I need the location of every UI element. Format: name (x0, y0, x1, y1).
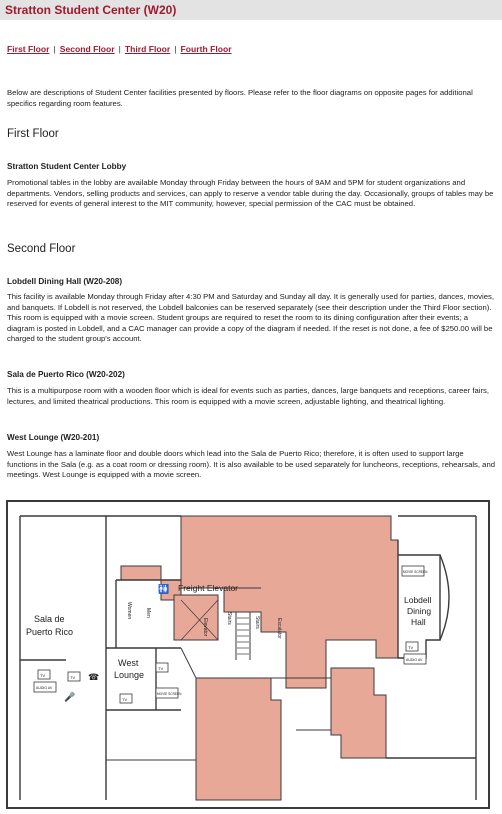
plan-label-lobdell-1: Lobdell (404, 595, 432, 605)
plan-label-lobdell-3: Hall (411, 617, 426, 627)
microphone-icon: 🎤 (64, 692, 76, 702)
plan-label-women: Women (126, 602, 132, 620)
lobdell-title: Lobdell Dining Hall (W20-208) (7, 277, 123, 286)
first-floor-heading: First Floor (7, 128, 59, 140)
tv-icon-label-3: TV (158, 666, 164, 671)
nav-link-fourth-floor[interactable]: Fourth Floor (180, 44, 232, 54)
nav-separator: | (118, 44, 121, 54)
tv-icon-label-2: TV (70, 675, 76, 680)
lobdell-description: This facility is available Monday through Friday after 4:30 PM and Saturday and Sunday all day. It is generally used for parties, dances, movies, and banquets. If Lobdell is not reserved, the Lobdell balconies can be reserved separately (see their description under the Third Floor section). This room is equipped with a movie screen. Student groups are required to reset the room to its dining configuration after their events; a diagram is posted in Lobdell, and a CAC manager can provide a copy of the diagram if needed. If the reset is not done, a fee of $250.00 will be charged to the student group's account. (7, 292, 494, 344)
second-floor-heading: Second Floor (7, 243, 76, 255)
restroom-icon: 🚻 (158, 584, 170, 594)
plan-label-stairs-1: Stairs (226, 612, 232, 625)
highlight-small-b (121, 566, 161, 580)
sala-description: This is a multipurpose room with a wooden floor which is ideal for events such as parties, dances, large banquets and receptions, career fairs, lectures, and limited theatrical productions. This room is equipped with a movie screen, adjustable lighting, and theatrical lighting. (7, 386, 489, 406)
audio-av-label-lobdell: AUDIO AV (406, 658, 423, 662)
phone-icon: ☎ (88, 672, 100, 682)
highlight-south-block (196, 678, 281, 800)
lobby-description: Promotional tables in the lobby are available Monday through Friday between the hours of 9AM and 5PM for student organizations and departments. Vendors, selling products and services, can apply to reserve a vendor table during the day. Occasionally, groups of tables may be reserved for events of general interest to the MIT community, however, special permission of the CAC must be obtained. (7, 178, 494, 209)
plan-label-elevator: Elevator (202, 618, 208, 637)
plan-label-freight-elevator: Freight Elevator (178, 583, 238, 593)
nav-link-third-floor[interactable]: Third Floor (124, 44, 171, 54)
plan-label-sala-1: Sala de (34, 614, 65, 624)
plan-label-stairs-2: Stairs (254, 616, 260, 629)
tv-icon-label-5: TV (408, 645, 414, 650)
plan-label-lobdell-2: Dining (407, 606, 432, 616)
movie-screen-label: MOVIE SCREEN (157, 692, 182, 696)
plan-label-west-1: West (118, 658, 139, 668)
nav-separator: | (174, 44, 177, 54)
plan-label-escalator: Escalator (276, 618, 282, 639)
intro-paragraph: Below are descriptions of Student Center facilities presented by floors. Please refer to the floor diagrams on opposite pages for additional specifics regarding room features. (7, 88, 473, 108)
plan-label-sala-2: Puerto Rico (26, 627, 74, 637)
plan-label-west-2: Lounge (114, 670, 145, 680)
lobby-title: Stratton Student Center Lobby (7, 162, 127, 171)
page-header (0, 0, 502, 20)
sala-title: Sala de Puerto Rico (W20-202) (7, 370, 125, 379)
west-lounge-title: West Lounge (W20-201) (7, 433, 100, 442)
movie-screen-label-lobdell: MOVIE SCREEN (403, 570, 428, 574)
page-title: Stratton Student Center (W20) (5, 3, 177, 17)
floor-nav (7, 44, 232, 55)
nav-link-first-floor[interactable]: First Floor (7, 44, 50, 54)
nav-link-second-floor[interactable]: Second Floor (59, 44, 115, 54)
second-floor-plan (6, 500, 490, 810)
nav-separator: | (53, 44, 56, 54)
tv-icon-label-4: TV (122, 697, 128, 702)
audio-av-label: AUDIO AV (36, 686, 53, 690)
tv-icon-label-1: TV (40, 673, 46, 678)
plan-label-men: Men (145, 608, 151, 618)
west-lounge-description: West Lounge has a laminate floor and double doors which lead into the Sala de Puerto Rico; therefore, it is often used to support large functions in the Sala (e.g. as a coat room or dressing room). It is also available to be used separately for luncheons, receptions, rehearsals, and meetings. West Lounge is equipped with a movie screen. (7, 449, 495, 480)
